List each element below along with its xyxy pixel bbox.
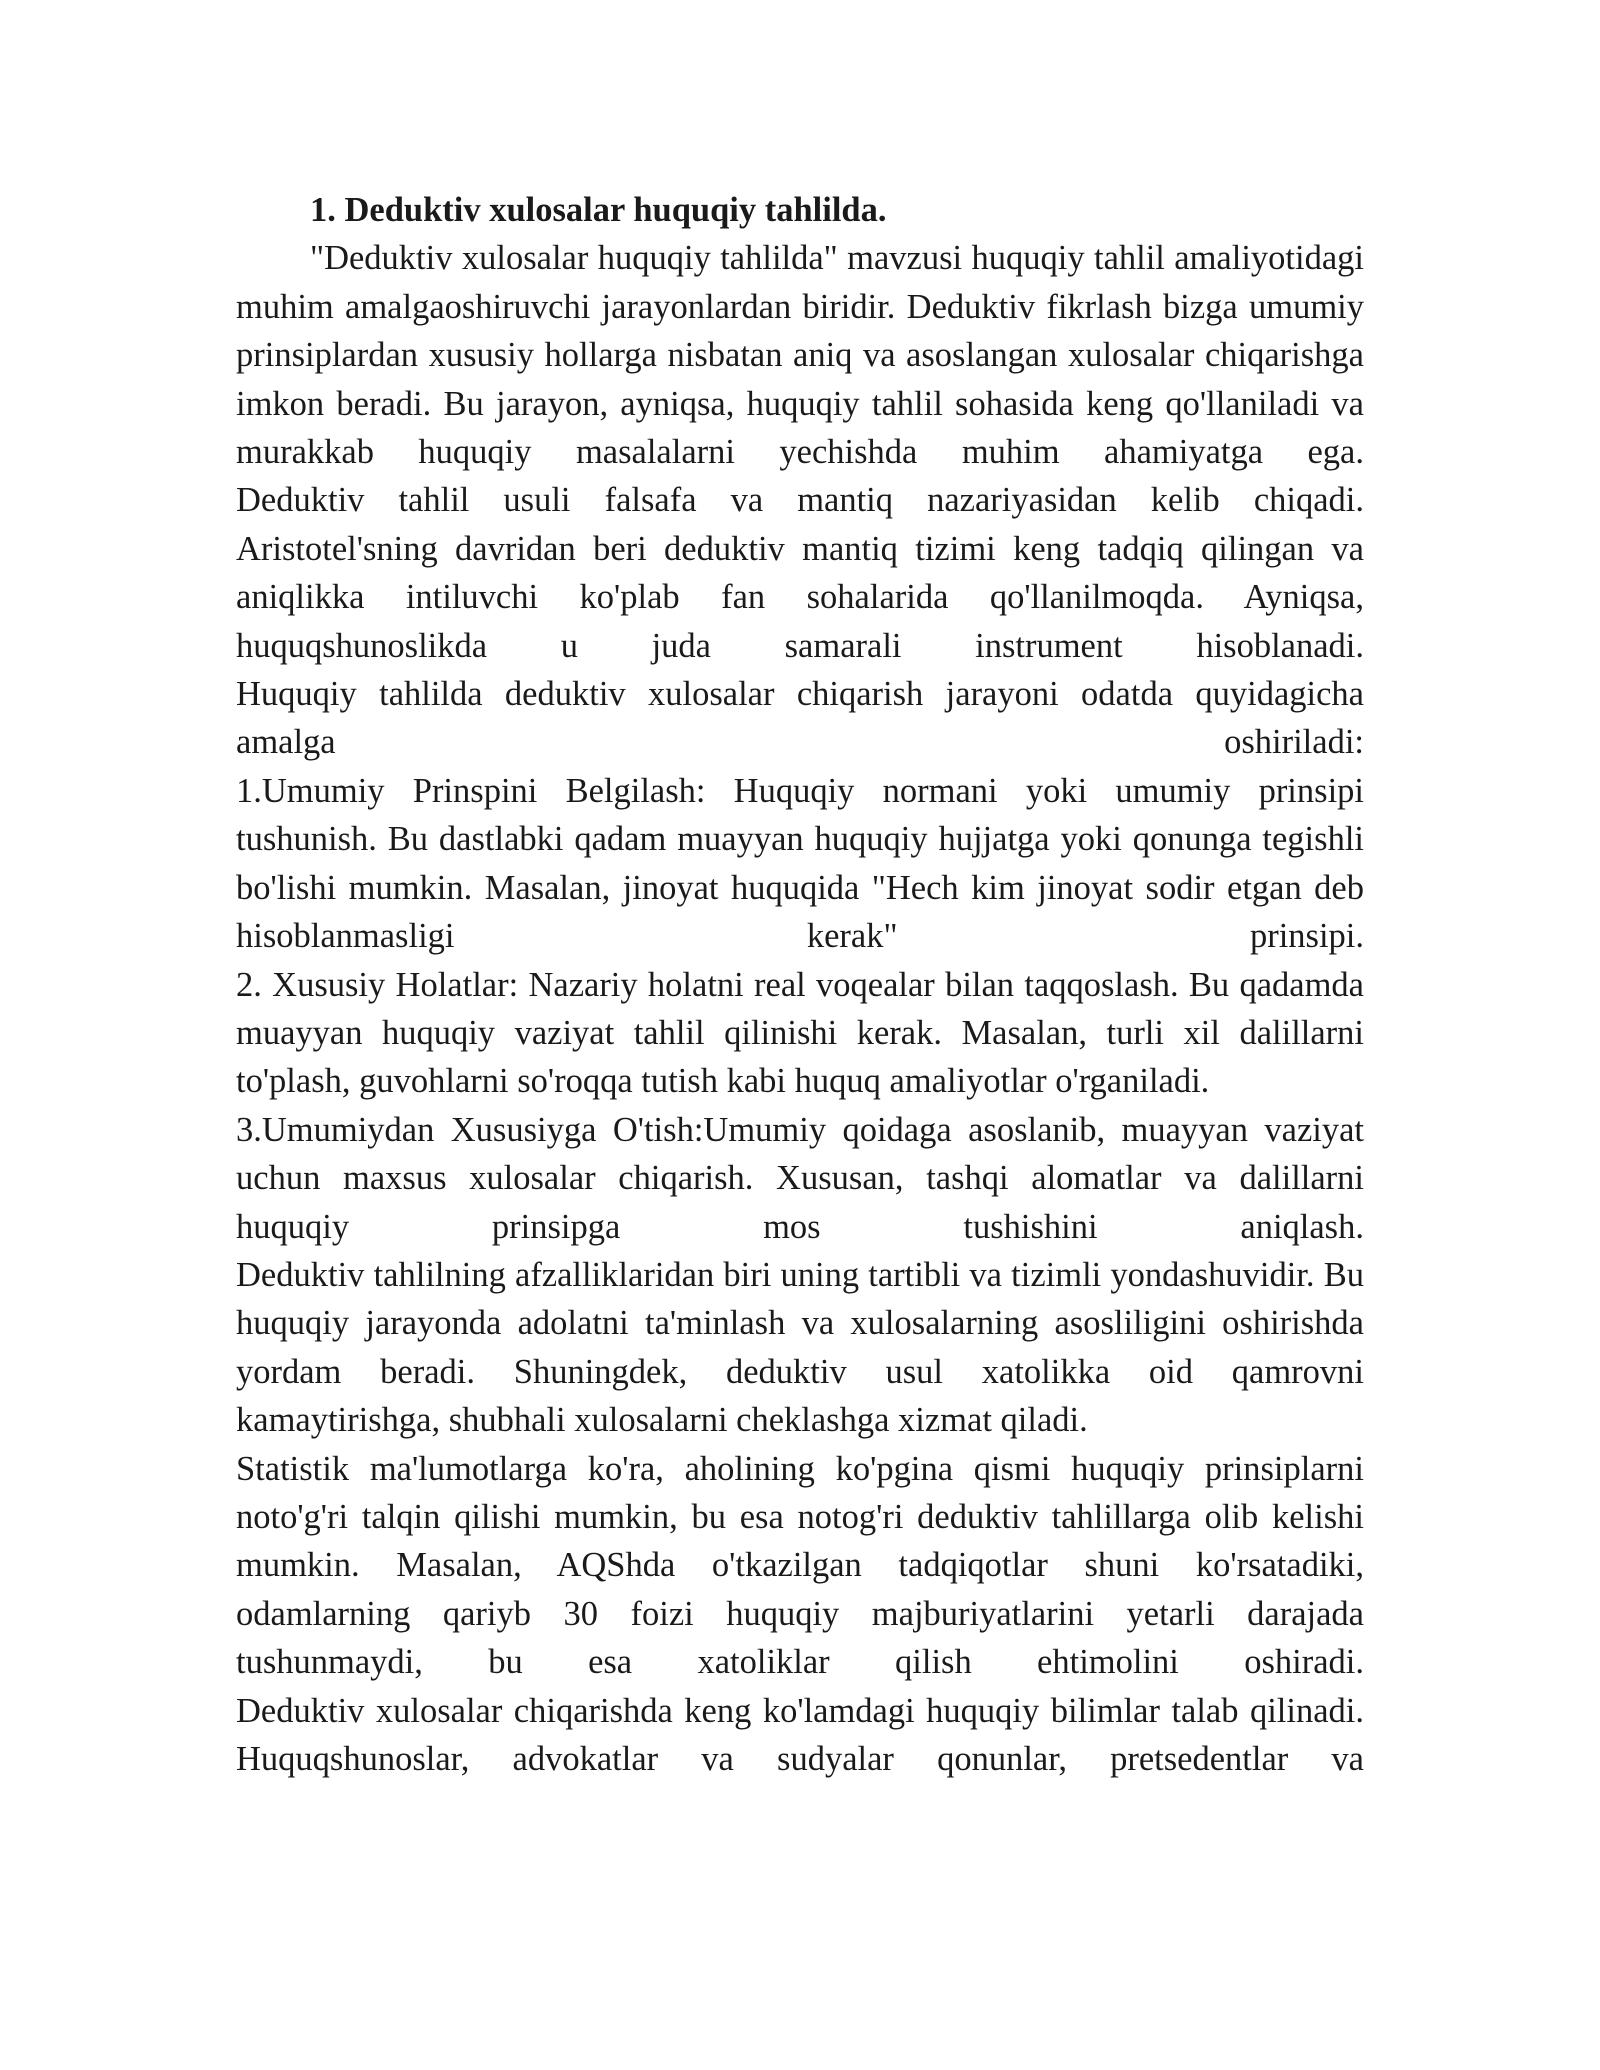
paragraph-knowledge: Deduktiv xulosalar chiqarishda keng ko'lamdagi huquqiy bilimlar talab qilinadi. Huquqshunoslar, advokatlar va sudyalar qonunlar, pretsedentlar va xyxy=(236,1691,1364,1778)
paragraph-statistics: Statistik ma'lumotlarga ko'ra, aholining ko'pgina qismi huquqiy prinsiplarni noto'g'ri talqin qilishi mumkin, bu esa notog'ri deduktiv tahlillarga olib kelishi mumkin. Masalan, AQShda o'tkazilgan tadqiqotlar shuni ko'rsatadiki, odamlarning qariyb 30 foizi huquqiy majburiyatlarini yetarli darajada tushunmaydi, bu esa xatoliklar qilish ehtimolini oshiradi. xyxy=(236,1449,1364,1682)
paragraph-process: Huquqiy tahlilda deduktiv xulosalar chiqarish jarayoni odatda quyidagicha amalga oshiriladi: xyxy=(236,675,1364,762)
paragraph-intro: "Deduktiv xulosalar huquqiy tahlilda" mavzusi huquqiy tahlil amaliyotidagi muhim amalgaoshiruvchi jarayonlardan biridir. Deduktiv fikrlash bizga umumiy prinsiplardan xususiy hollarga nisbatan aniq va asoslangan xulosalar chiqarishga imkon beradi. Bu jarayon, ayniqsa, huquqiy tahlil sohasida keng qo'llaniladi va murakkab huquqiy masalalarni yechishda muhim ahamiyatga ega. xyxy=(236,239,1364,472)
list-item-step-3: 3.Umumiydan Xususiyga O'tish:Umumiy qoidaga asoslanib, muayyan vaziyat uchun maxsus xulosalar chiqarish. Xususan, tashqi alomatlar va dalillarni huquqiy prinsipga mos tushishini aniqlash. xyxy=(236,1110,1364,1246)
paragraph-origin: Deduktiv tahlil usuli falsafa va mantiq nazariyasidan kelib chiqadi. Aristotel'sning davridan beri deduktiv mantiq tizimi keng tadqiq qilingan va aniqlikka intiluvchi ko'plab fan sohalarida qo'llanilmoqda. Ayniqsa, huquqshunoslikda u juda samarali instrument hisoblanadi. xyxy=(236,481,1364,665)
list-item-step-2: 2. Xususiy Holatlar: Nazariy holatni real voqealar bilan taqqoslash. Bu qadamda muayyan huquqiy vaziyat tahlil qilinishi kerak. Masalan, turli xil dalillarni to'plash, guvohlarni so'roqqa tutish kabi huquq amaliyotlar o'rganiladi. xyxy=(236,965,1364,1101)
paragraph-advantages: Deduktiv tahlilning afzalliklaridan biri uning tartibli va tizimli yondashuvidir. Bu huquqiy jarayonda adolatni ta'minlash va xulosalarning asosliligini oshirishda yordam beradi. Shuningdek, deduktiv usul xatolikka oid qamrovni kamaytirishga, shubhali xulosalarni cheklashga xizmat qiladi. xyxy=(236,1255,1364,1440)
document-page xyxy=(236,186,1364,1783)
document-heading: 1. Deduktiv xulosalar huquqiy tahlilda. xyxy=(310,191,887,229)
list-item-step-1: 1.Umumiy Prinspini Belgilash: Huquqiy normani yoki umumiy prinsipi tushunish. Bu dastlabki qadam muayyan huquqiy hujjatga yoki qonunga tegishli bo'lishi mumkin. Masalan, jinoyat huquqida "Hech kim jinoyat sodir etgan deb hisoblanmasligi kerak" prinsipi. xyxy=(236,771,1364,956)
